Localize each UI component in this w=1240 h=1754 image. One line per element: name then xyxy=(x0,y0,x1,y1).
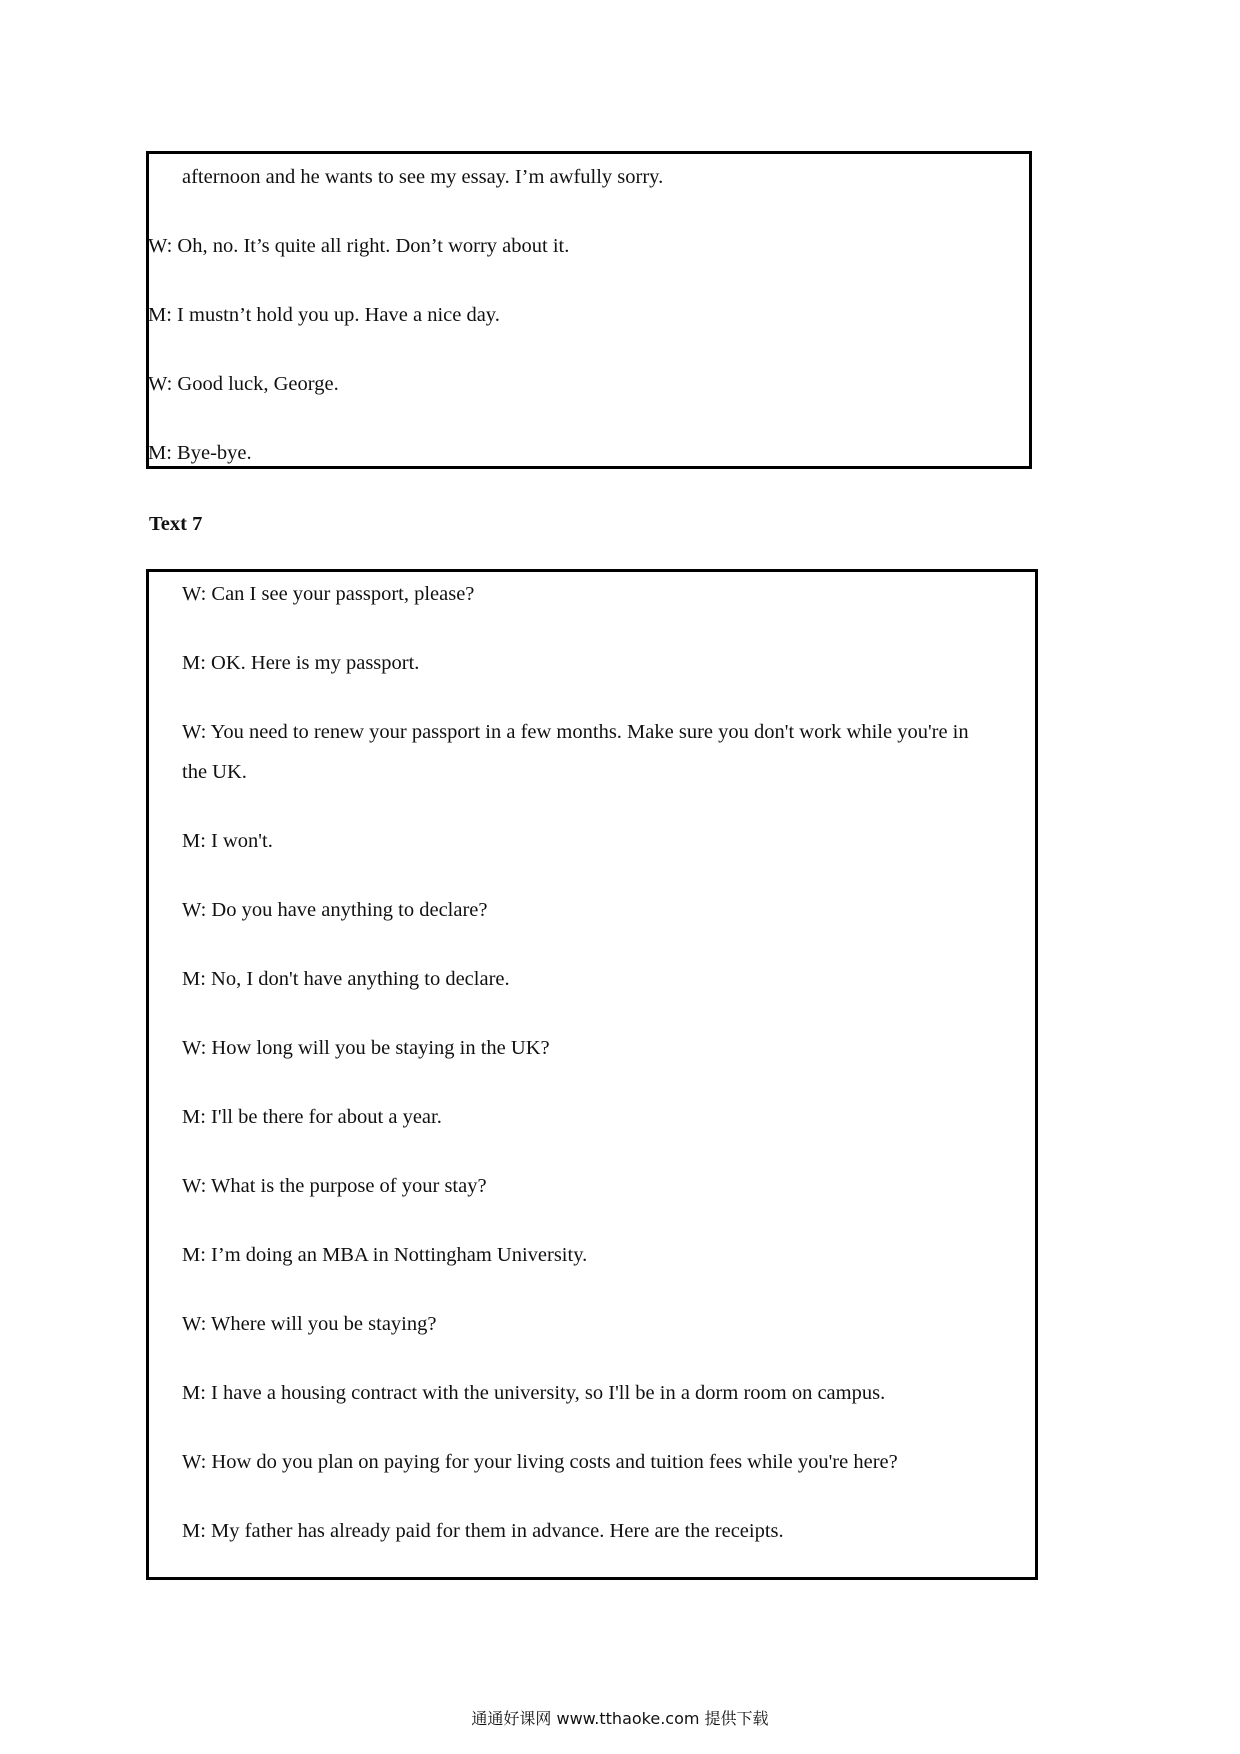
dialogue-line: M: I’m doing an MBA in Nottingham University. xyxy=(182,1244,588,1266)
section-heading: Text 7 xyxy=(149,513,203,535)
dialogue-line: M: My father has already paid for them in advance. Here are the receipts. xyxy=(182,1520,784,1542)
dialogue-line: M: No, I don't have anything to declare. xyxy=(182,968,510,990)
dialogue-line: M: I have a housing contract with the university, so I'll be in a dorm room on campus. xyxy=(182,1382,886,1404)
dialogue-line: M: OK. Here is my passport. xyxy=(182,652,420,674)
dialogue-line: W: Oh, no. It’s quite all right. Don’t worry about it. xyxy=(148,235,570,257)
dialogue-line: M: I mustn’t hold you up. Have a nice day. xyxy=(148,304,500,326)
dialogue-line: M: I'll be there for about a year. xyxy=(182,1106,442,1128)
dialogue-line: M: I won't. xyxy=(182,830,273,852)
dialogue-line: W: Do you have anything to declare? xyxy=(182,899,488,921)
dialogue-line: W: You need to renew your passport in a few months. Make sure you don't work while you're in xyxy=(182,721,969,743)
dialogue-line: W: What is the purpose of your stay? xyxy=(182,1175,487,1197)
dialogue-line: M: Bye-bye. xyxy=(148,442,252,464)
dialogue-line: W: Can I see your passport, please? xyxy=(182,583,475,605)
footer-watermark-text: 通通好课网 www.tthaoke.com 提供下载 xyxy=(471,1709,769,1728)
dialogue-line: W: Good luck, George. xyxy=(148,373,339,395)
dialogue-line: W: How do you plan on paying for your living costs and tuition fees while you're here? xyxy=(182,1451,898,1473)
dialogue-line: the UK. xyxy=(182,761,247,783)
dialogue-line: W: How long will you be staying in the UK? xyxy=(182,1037,550,1059)
dialogue-line: W: Where will you be staying? xyxy=(182,1313,437,1335)
dialogue-line: afternoon and he wants to see my essay. I’m awfully sorry. xyxy=(182,166,664,188)
